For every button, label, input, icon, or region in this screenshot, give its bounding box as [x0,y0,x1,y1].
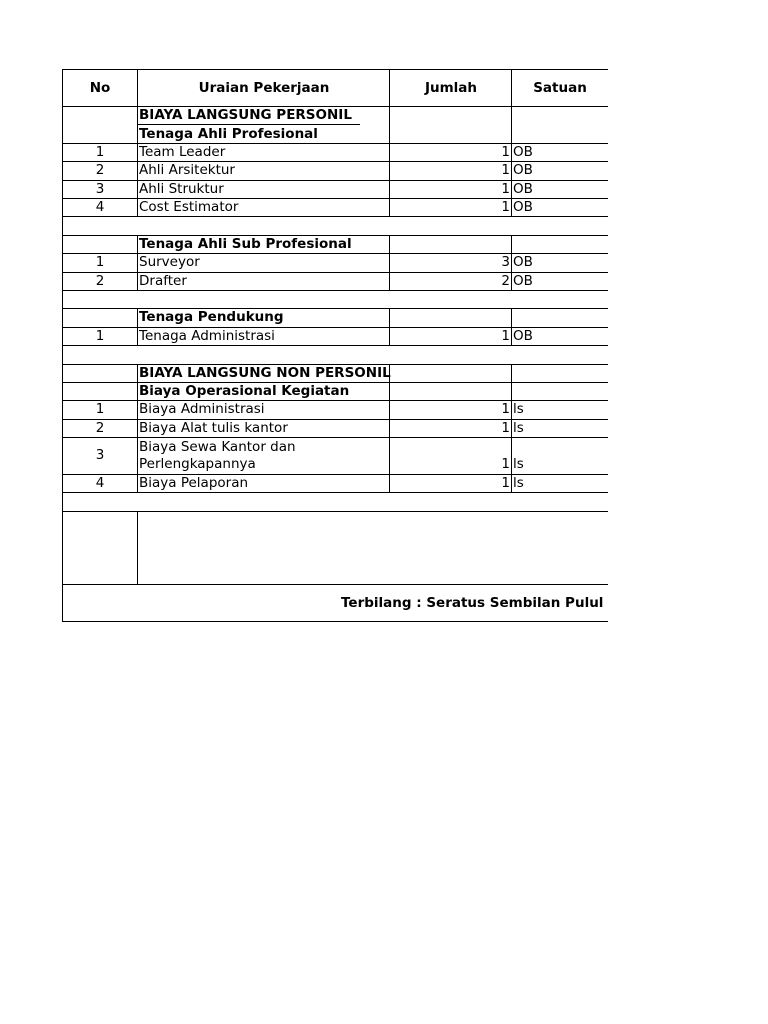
grid-line [62,437,608,438]
row-no: 2 [95,420,105,436]
row-satuan: ls [513,401,524,417]
row-uraian: Drafter [139,273,187,289]
row-satuan: OB [513,144,533,160]
row-jumlah: 1 [501,144,510,160]
header-uraian: Uraian Pekerjaan [198,80,330,96]
section-title-personil: BIAYA LANGSUNG PERSONIL [139,107,352,123]
row-uraian: Biaya Alat tulis kantor [139,420,288,436]
grid-line [62,345,608,346]
row-no: 2 [95,273,105,289]
grid-line [62,492,608,493]
row-satuan: OB [513,328,533,344]
section-tenaga-ahli-profesional: Tenaga Ahli Profesional [139,126,318,142]
row-jumlah: 2 [501,273,510,289]
row-jumlah: 1 [501,162,510,178]
row-satuan: OB [513,273,533,289]
section-tenaga-ahli-sub-profesional: Tenaga Ahli Sub Profesional [139,236,352,252]
header-no: No [89,80,111,96]
row-uraian: Ahli Arsitektur [139,162,235,178]
row-jumlah: 1 [501,420,510,436]
row-satuan: OB [513,181,533,197]
grid-line [511,235,512,290]
row-no: 2 [95,162,105,178]
row-no: 1 [95,401,105,417]
grid-line [62,511,608,512]
grid-line [62,290,608,291]
row-uraian: Tenaga Administrasi [139,328,275,344]
terbilang-text: Terbilang : Seratus Sembilan Pulul [341,595,604,611]
grid-line [62,621,608,622]
row-jumlah: 1 [501,456,510,472]
cost-table [62,69,608,623]
row-jumlah: 3 [501,254,510,270]
row-jumlah: 1 [501,181,510,197]
row-jumlah: 1 [501,199,510,215]
row-uraian: Ahli Struktur [139,181,224,197]
row-jumlah: 1 [501,401,510,417]
row-uraian: Biaya Pelaporan [139,475,249,491]
grid-line [137,511,138,585]
row-satuan: ls [513,420,524,436]
section-title-non-personil: BIAYA LANGSUNG NON PERSONIL [139,365,391,381]
row-satuan: OB [513,254,533,270]
row-uraian: Cost Estimator [139,199,239,215]
row-jumlah: 1 [501,328,510,344]
row-uraian: Biaya Administrasi [139,401,265,417]
row-uraian: Surveyor [139,254,200,270]
grid-line [62,584,608,585]
row-no: 1 [95,254,105,270]
grid-line [62,216,608,217]
row-no: 1 [95,328,105,344]
row-uraian: Biaya Sewa Kantor dan Perlengkapannya [139,439,296,472]
row-satuan: OB [513,162,533,178]
grid-line [138,124,360,125]
row-satuan: ls [513,475,524,491]
header-satuan: Satuan [533,80,587,96]
grid-line [511,364,512,493]
row-jumlah: 1 [501,475,510,491]
row-satuan: ls [513,456,524,472]
grid-line [511,308,512,345]
row-uraian: Team Leader [139,144,226,160]
section-tenaga-pendukung: Tenaga Pendukung [139,309,284,325]
row-no: 4 [95,475,105,491]
row-no: 3 [95,181,105,197]
header-jumlah: Jumlah [424,80,478,96]
grid-line [62,69,608,70]
section-biaya-operasional: Biaya Operasional Kegiatan [139,383,350,399]
row-satuan: OB [513,199,533,215]
row-no: 4 [95,199,105,215]
row-no: 1 [95,144,105,160]
row-no: 3 [95,447,105,463]
